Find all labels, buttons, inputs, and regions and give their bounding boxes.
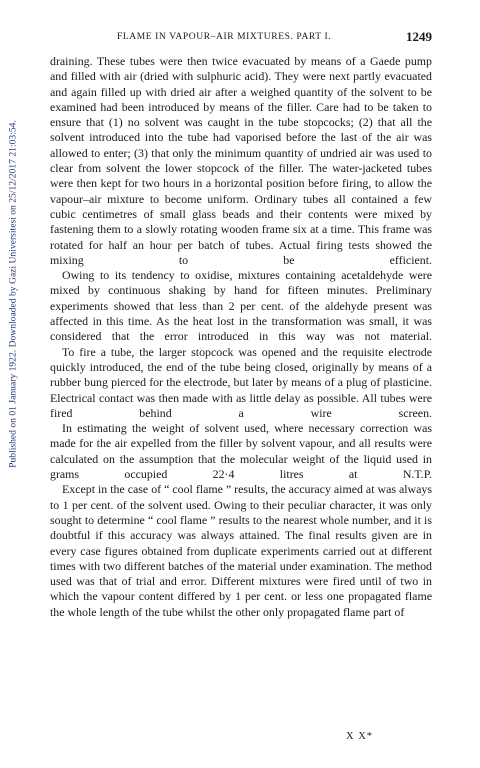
paragraph-accuracy: Except in the case of “ cool flame ” results, the accuracy aimed at was always to 1 per cent. of the solvent used. Owing to their peculiar character, it was only sought to determine “ cool flame ” results to the nearest whole number, and it is doubtful if this accuracy was always attained. The final results given are in every case figures obtained from duplicate experiments carried out at different times with two different batches of the material under examination. The method used was that of trial and error. Different mixtures were fired until of two in which the vapour content differed by 1 per cent. or less one propagated flame the whole length of the tube whilst the other only propagated flame part of <box>50 482 432 619</box>
signature-mark: X X* <box>346 731 374 742</box>
running-title: FLAME IN VAPOUR–AIR MIXTURES. PART I. <box>117 32 332 42</box>
page-header <box>0 29 432 46</box>
paragraph-solvent-weight: In estimating the weight of solvent used, where necessary correction was made for the air expelled from the filler by solvent vapour, and all results were calculated on the assumption that the molecular weight of the liquid used in grams occupied 22·4 litres at N.T.P. <box>50 421 432 482</box>
paragraph-acetaldehyde: Owing to its tendency to oxidise, mixtures containing acetaldehyde were mixed by continuous shaking by hand for fifteen minutes. Preliminary experiments showed that less than 2 per cent. of the aldehyde present was affected in this time. As the heat lost in the transformation was small, it was considered that the error introduced in this way was not material. <box>50 268 432 344</box>
paragraph-draining: draining. These tubes were then twice evacuated by means of a Gaede pump and filled with air (dried with sulphuric acid). They were next partly evacuated and again filled up with dried air after a weighed quantity of the solvent to be examined had been introduced by means of the filler. Care had to be taken to ensure that (1) no solvent was caught in the tube stopcocks; (2) that all the solvent introduced into the tube had vaporised before the last of the air was allowed to enter; (3) that only the minimum quantity of undried air was used to clear from solvent the lower stopcock of the filler. The water-jacketed tubes were then kept for two hours in a horizontal position before firing, to allow the vapour–air mixture to become uniform. Ordinary tubes all contained a few cubic centimetres of small glass beads and their contents were mixed by fastening them to a slowly rotating wooden frame six at a time. This frame was rotated for half an hour per batch of tubes. Actual firing tests showed the mixing to be efficient. <box>50 54 432 267</box>
page-number: 1249 <box>406 29 432 44</box>
paragraph-firing: To fire a tube, the larger stopcock was opened and the requisite electrode quickly introduced, the end of the tube being closed, originally by means of a rubber bung pierced for the electrode, but later by means of a plug of plasticine. Electrical contact was then made with as little delay as possible. All tubes were fired behind a wire screen. <box>50 344 432 420</box>
download-watermark <box>3 84 23 504</box>
download-watermark-text: Published on 01 January 1922. Downloaded by Gazi Universitesi on 25/12/2017 21:03:54. <box>7 120 19 468</box>
body-text <box>50 54 432 620</box>
